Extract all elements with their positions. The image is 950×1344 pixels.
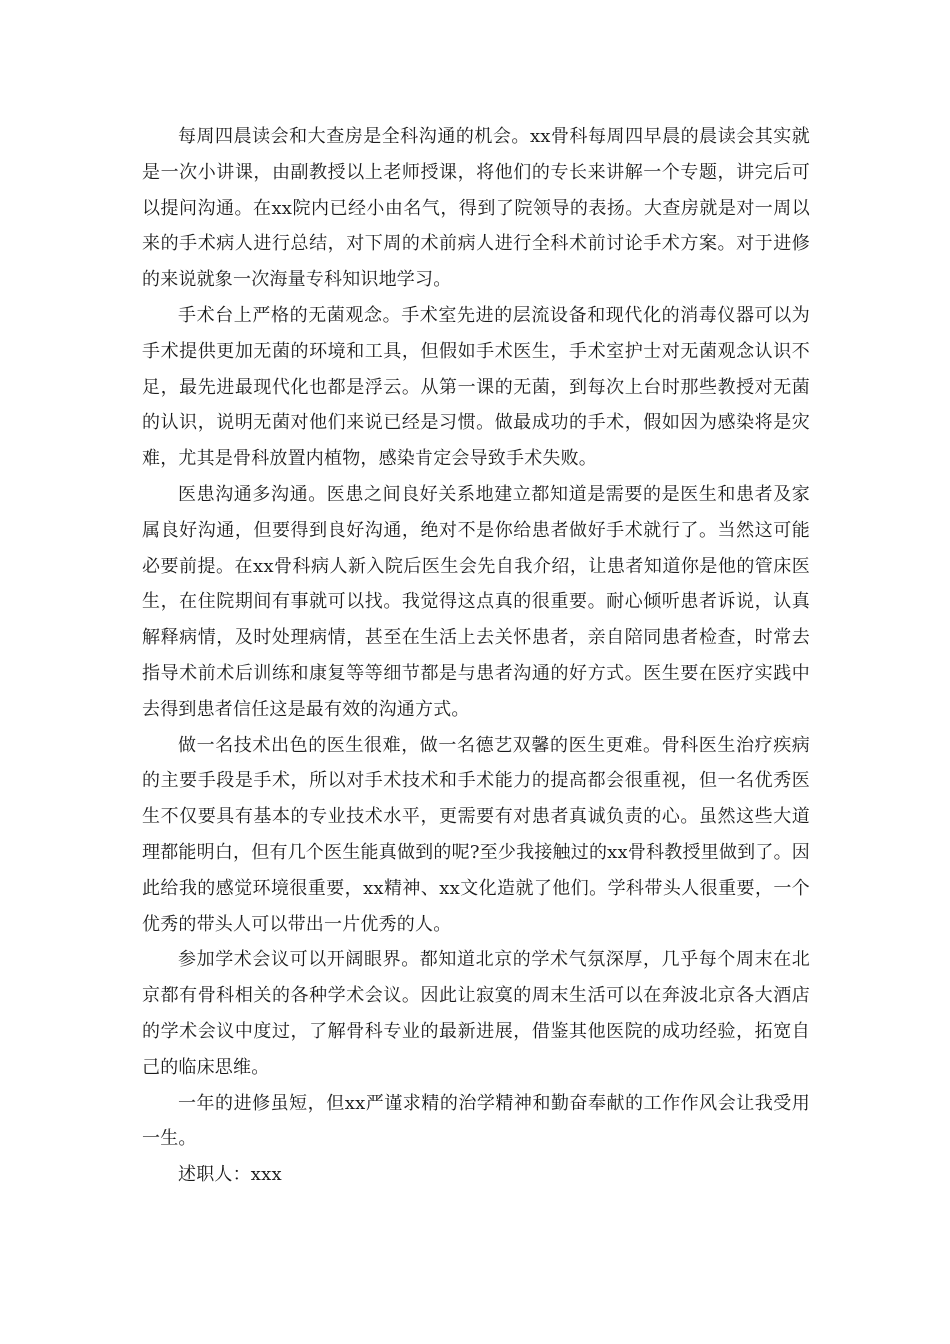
signature-line: 述职人：xxx — [178, 1164, 282, 1186]
paragraph-academic-conferences: 参加学术会议可以开阔眼界。都知道北京的学术气氛深厚，几乎每个周末在北京都有骨科相关的各种学术会议。因此让寂寞的周末生活可以在奔波北京各大酒店的学术会议中度过，了解骨科专业的最新进展，借鉴其他医院的成功经验，拓宽自己的临床思维。 — [142, 949, 810, 1078]
paragraph-sterile-concept: 手术台上严格的无菌观念。手术室先进的层流设备和现代化的消毒仪器可以为手术提供更加无菌的环境和工具，但假如手术医生，手术室护士对无菌观念认识不足，最先进最现代化也都是浮云。从第一课的无菌，到每次上台时那些教授对无菌的认识，说明无菌对他们来说已经是习惯。做最成功的手术，假如因为感染将是灾难，尤其是骨科放置内植物，感染肯定会导致手术失败。 — [142, 304, 810, 470]
document-body — [142, 119, 810, 1193]
paragraph-good-doctor: 做一名技术出色的医生很难，做一名德艺双馨的医生更难。骨科医生治疗疾病的主要手段是手术，所以对手术技术和手术能力的提高都会很重视，但一名优秀医生不仅要具有基本的专业技术水平，更需要有对患者真诚负责的心。虽然这些大道理都能明白，但有几个医生能真做到的呢?至少我接触过的xx骨科教授里做到了。因此给我的感觉环境很重要，xx精神、xx文化造就了他们。学科带头人很重要，一个优秀的带头人可以带出一片优秀的人。 — [142, 734, 810, 935]
paragraph-morning-reading: 每周四晨读会和大查房是全科沟通的机会。xx骨科每周四早晨的晨读会其实就是一次小讲课，由副教授以上老师授课，将他们的专长来讲解一个专题，讲完后可以提问沟通。在xx院内已经小由名气，得到了院领导的表扬。大查房就是对一周以来的手术病人进行总结，对下周的术前病人进行全科术前讨论手术方案。对于进修的来说就象一次海量专科知识地学习。 — [142, 126, 810, 291]
paragraph-conclusion: 一年的进修虽短，但xx严谨求精的治学精神和勤奋奉献的工作作风会让我受用一生。 — [142, 1092, 810, 1150]
paragraph-doctor-patient-communication: 医患沟通多沟通。医患之间良好关系地建立都知道是需要的是医生和患者及家属良好沟通，但要得到良好沟通，绝对不是你给患者做好手术就行了。当然这可能必要前提。在xx骨科病人新入院后医生会先自我介绍，让患者知道你是他的管床医生，在住院期间有事就可以找。我觉得这点真的很重要。耐心倾听患者诉说，认真解释病情，及时处理病情，甚至在生活上去关怀患者，亲自陪同患者检查，时常去指导术前术后训练和康复等等细节都是与患者沟通的好方式。医生要在医疗实践中去得到患者信任这是最有效的沟通方式。 — [142, 483, 810, 720]
